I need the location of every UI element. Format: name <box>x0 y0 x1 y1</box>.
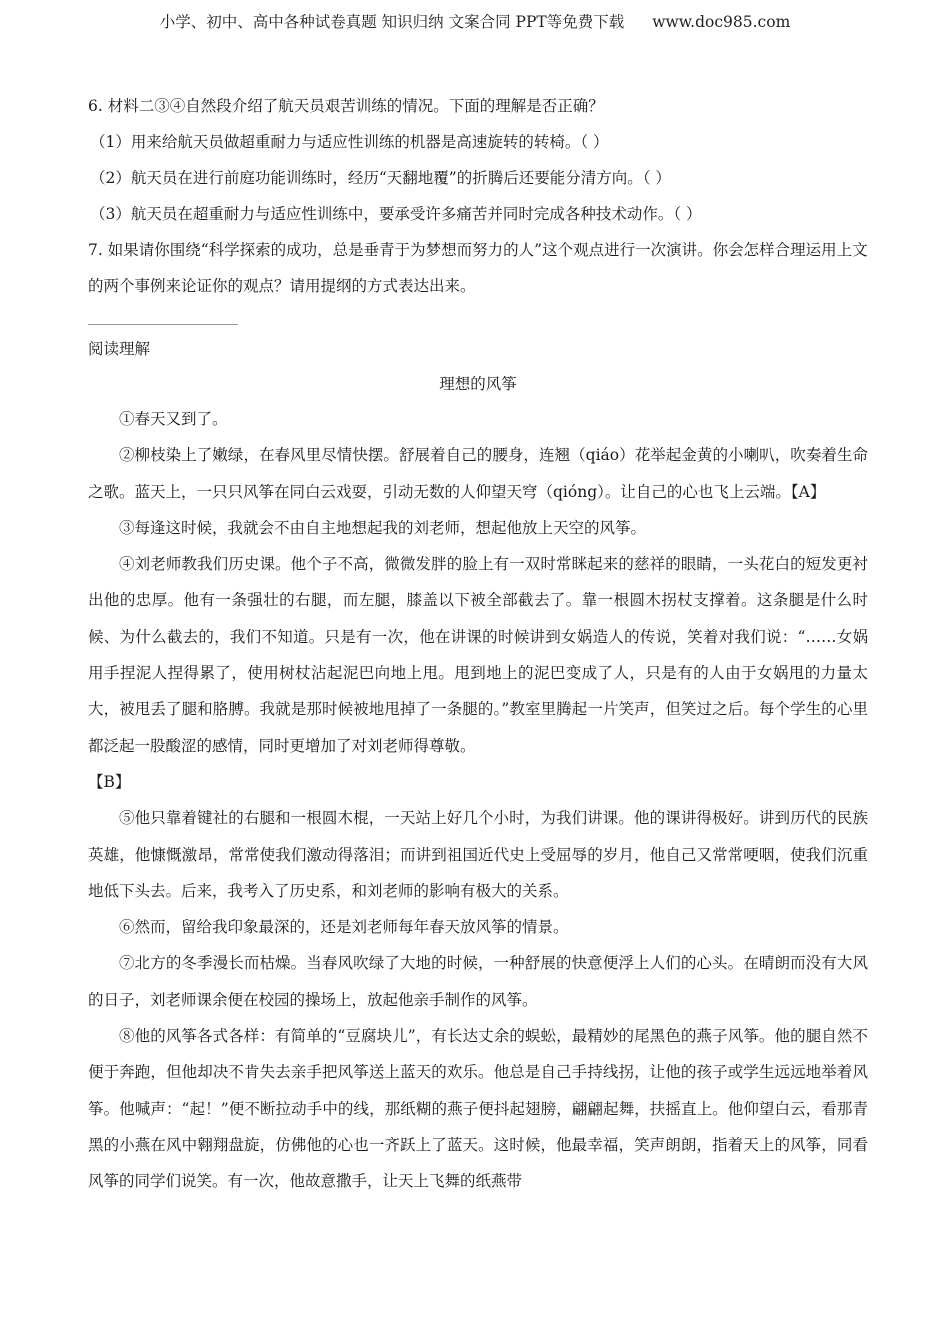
question-6: 6. 材料二③④自然段介绍了航天员艰苦训练的情况。下面的理解是否正确？ <box>88 97 604 115</box>
paragraph-7: ⑦北方的冬季漫长而枯燥。当春风吹绿了大地的时候，一种舒展的快意便浮上人们的心头。在晴朗而没有大风的日子，刘老师课余便在校园的操场上，放起他亲手制作的风筝。 <box>88 954 868 1009</box>
paragraph-8: ⑧他的风筝各式各样：有简单的“豆腐块儿”，有长达丈余的蜈蚣，最精妙的尾黑色的燕子风筝。他的腿自然不便于奔跑，但他却决不肯失去亲手把风筝送上蓝天的欢乐。他总是自己手持线拐，让他的孩子或学生远远地举着风筝。他喊声：“起！”便不断拉动手中的线，那纸糊的燕子便抖起翅膀，翩翩起舞，扶摇直上。他仰望白云，看那青黑的小燕在风中翱翔盘旋，仿佛他的心也一齐跃上了蓝天。这时候，他最幸福，笑声朗朗，指着天上的风筝，同看风筝的同学们说笑。有一次，他故意撒手，让天上飞舞的纸燕带 <box>88 1027 868 1191</box>
paragraph-5: ⑤他只靠着键社的右腿和一根圆木棍，一天站上好几个小时，为我们讲课。他的课讲得极好。讲到历代的民族英雄，他慷慨激昂，常常使我们激动得落泪；而讲到祖国近代史上受屈辱的岁月，他自己又常常哽咽，使我们沉重地低下头去。后来，我考入了历史系，和刘老师的影响有极大的关系。 <box>88 809 868 900</box>
answer-line <box>88 324 238 325</box>
header-text: 小学、初中、高中各种试卷真题 知识归纳 文案合同 PPT等免费下载 <box>159 13 625 31</box>
marker-b: 【B】 <box>88 772 131 791</box>
question-7: 7. 如果请你围绕“科学探索的成功，总是垂青于为梦想而努力的人”这个观点进行一次演讲。你会怎样合理运用上文的两个事例来论证你的观点？请用提纲的方式表达出来。 <box>88 241 868 295</box>
paragraph-1: ①春天又到了。 <box>119 410 228 428</box>
paragraph-2: ②柳枝染上了嫩绿，在春风里尽情快摆。舒展着自己的腰身，连翘（qiáo）花举起金黄的小喇叭，吹奏着生命之歌。蓝天上，一只只风筝在同白云戏耍，引动无数的人仰望天穹（qióng）。让自己的心也飞上云端。【A】 <box>88 446 868 501</box>
question-6-3: （3）航天员在超重耐力与适应性训练中，要承受许多痛苦并同时完成各种技术动作。（ ） <box>90 205 702 223</box>
document-body <box>88 88 868 1200</box>
section-label: 阅读理解 <box>88 340 151 358</box>
passage-title: 理想的风筝 <box>439 375 517 393</box>
paragraph-4: ④刘老师教我们历史课。他个子不高，微微发胖的脸上有一双时常眯起来的慈祥的眼睛，一头花白的短发更衬出他的忠厚。他有一条强壮的右腿，而左腿，膝盖以下被全部截去了。靠一根圆木拐杖支撑着。这条腿是什么时候、为什么截去的，我们不知道。只是有一次，他在讲课的时候讲到女娲造人的传说，笑着对我们说：“……女娲用手捏泥人捏得累了，使用树杖沾起泥巴向地上甩。甩到地上的泥巴变成了人，只是有的人由于女娲甩的力量太大，被甩丢了腿和胳膊。我就是那时候被地甩掉了一条腿的。”教室里腾起一片笑声，但笑过之后。每个学生的心里都泛起一股酸涩的感情，同时更增加了对刘老师得尊敬。 <box>88 555 868 755</box>
header-url[interactable]: www.doc985.com <box>652 13 791 31</box>
question-6-2: （2）航天员在进行前庭功能训练时，经历“天翻地覆”的折腾后还要能分清方向。（ ） <box>90 169 671 187</box>
paragraph-3: ③每逢这时候，我就会不由自主地想起我的刘老师，想起他放上天空的风筝。 <box>119 518 647 537</box>
question-6-1: （1）用来给航天员做超重耐力与适应性训练的机器是高速旋转的转椅。（ ） <box>90 133 609 151</box>
paragraph-6: ⑥然而，留给我印象最深的，还是刘老师每年春天放风筝的情景。 <box>119 918 569 937</box>
page-header <box>0 10 950 32</box>
